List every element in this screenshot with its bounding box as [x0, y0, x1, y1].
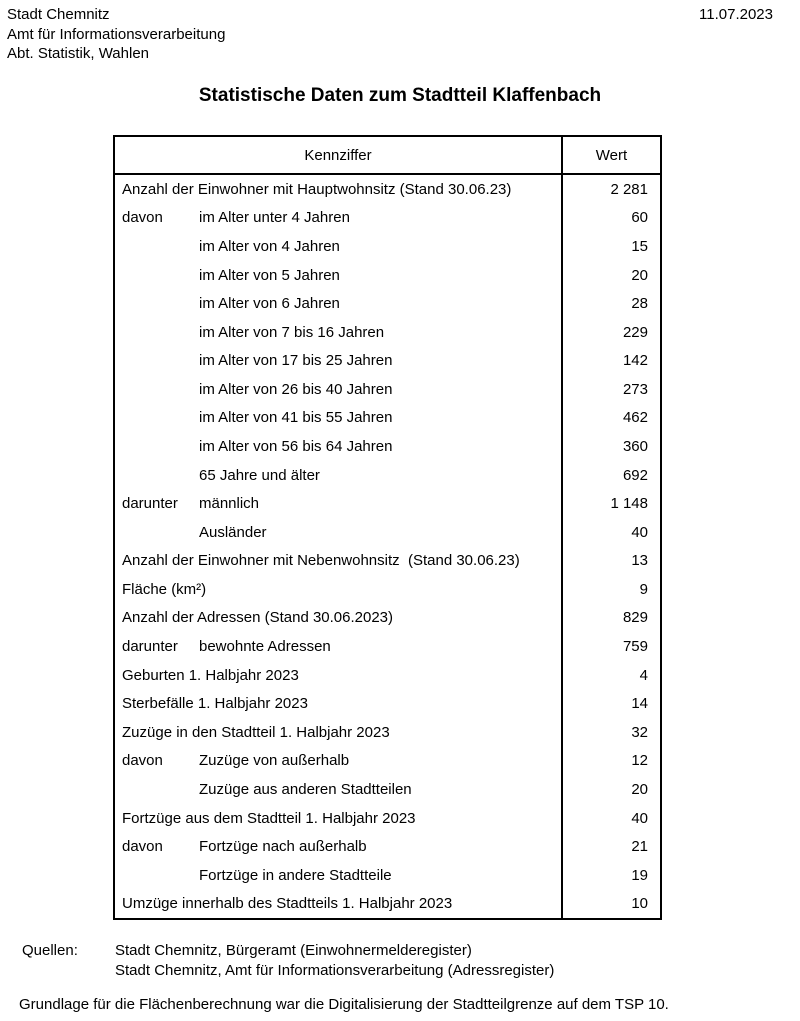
- table-row: [115, 518, 660, 547]
- row-value: 462: [622, 409, 648, 427]
- row-value: 2 281: [610, 180, 648, 198]
- sources-label: Quellen:: [22, 942, 78, 959]
- row-kennziffer-cell: [115, 661, 563, 690]
- column-header-wert: Wert: [595, 146, 628, 164]
- row-label: im Alter von 7 bis 16 Jahren: [199, 323, 385, 341]
- row-kennziffer-cell: [115, 689, 563, 718]
- row-label: im Alter von 5 Jahren: [199, 266, 340, 284]
- table-row: [115, 461, 660, 490]
- row-value: 40: [631, 523, 648, 541]
- table-row: [115, 375, 660, 404]
- table-row: [115, 604, 660, 633]
- page-title: Statistische Daten zum Stadtteil Klaffenbach: [198, 85, 602, 106]
- letterhead: [7, 5, 225, 64]
- table-row: [115, 747, 660, 776]
- row-prefix: darunter: [122, 638, 178, 656]
- statistics-table: [113, 135, 662, 920]
- row-value: 15: [631, 237, 648, 255]
- row-kennziffer-cell: [115, 318, 563, 347]
- table-row: [115, 404, 660, 433]
- row-value: 32: [631, 723, 648, 741]
- row-label: 65 Jahre und älter: [199, 466, 320, 484]
- row-value: 142: [622, 352, 648, 370]
- table-row: [115, 289, 660, 318]
- row-label: Fortzüge in andere Stadtteile: [199, 866, 392, 884]
- row-kennziffer-cell: [115, 632, 563, 661]
- row-label: Anzahl der Einwohner mit Hauptwohnsitz (Stand 30.06.23): [122, 180, 512, 198]
- row-label: im Alter von 56 bis 64 Jahren: [199, 437, 393, 455]
- row-value: 40: [631, 809, 648, 827]
- table-row: [115, 204, 660, 233]
- row-value: 10: [631, 895, 648, 913]
- table-row: [115, 804, 660, 833]
- document-date: 11.07.2023: [699, 6, 773, 23]
- table-row: [115, 346, 660, 375]
- row-value: 12: [631, 752, 648, 770]
- row-prefix: davon: [122, 838, 163, 856]
- row-kennziffer-cell: [115, 518, 563, 547]
- table-row: [115, 889, 660, 918]
- row-kennziffer-cell: [115, 718, 563, 747]
- row-kennziffer-cell: [115, 204, 563, 233]
- row-value: 60: [631, 209, 648, 227]
- row-kennziffer-cell: [115, 261, 563, 290]
- table-row: [115, 175, 660, 204]
- row-label: Zuzüge in den Stadtteil 1. Halbjahr 2023: [122, 723, 390, 741]
- row-label: Zuzüge aus anderen Stadtteilen: [199, 780, 412, 798]
- row-value: 14: [631, 695, 648, 713]
- row-value: 28: [631, 295, 648, 313]
- source-line: Stadt Chemnitz, Amt für Informationsverarbeitung (Adressregister): [115, 961, 555, 979]
- row-kennziffer-cell: [115, 289, 563, 318]
- row-kennziffer-cell: [115, 575, 563, 604]
- table-row: [115, 689, 660, 718]
- column-header-kennziffer: Kennziffer: [115, 137, 563, 173]
- row-kennziffer-cell: [115, 375, 563, 404]
- area-calculation-note: Grundlage für die Flächenberechnung war die Digitalisierung der Stadtteilgrenze auf dem TSP 10.: [19, 996, 669, 1013]
- table-row: [115, 661, 660, 690]
- sources-block: [22, 941, 554, 980]
- table-row: [115, 489, 660, 518]
- table-row: [115, 832, 660, 861]
- row-value: 1 148: [610, 495, 648, 513]
- row-value: 229: [622, 323, 648, 341]
- row-value: 829: [622, 609, 648, 627]
- org-line-department: Abt. Statistik, Wahlen: [7, 45, 150, 62]
- row-kennziffer-cell: [115, 232, 563, 261]
- row-value: 13: [631, 552, 648, 570]
- row-kennziffer-cell: [115, 747, 563, 776]
- sources-list: [115, 941, 554, 980]
- row-label: Fortzüge aus dem Stadtteil 1. Halbjahr 2023: [122, 809, 416, 827]
- row-value: 360: [622, 437, 648, 455]
- row-label: Anzahl der Einwohner mit Nebenwohnsitz (Stand 30.06.23): [122, 552, 520, 570]
- table-body: [115, 175, 660, 918]
- table-row: [115, 432, 660, 461]
- table-header-row: [115, 137, 660, 175]
- table-row: [115, 718, 660, 747]
- row-prefix: davon: [122, 752, 163, 770]
- row-value: 19: [631, 866, 648, 884]
- row-kennziffer-cell: [115, 604, 563, 633]
- row-value: 4: [639, 666, 648, 684]
- row-prefix: davon: [122, 209, 163, 227]
- row-label: Fortzüge nach außerhalb: [199, 838, 367, 856]
- row-label: männlich: [199, 495, 260, 513]
- row-label: im Alter unter 4 Jahren: [199, 209, 350, 227]
- table-row: [115, 261, 660, 290]
- table-row: [115, 861, 660, 890]
- table-row: [115, 232, 660, 261]
- row-kennziffer-cell: [115, 346, 563, 375]
- row-value: 20: [631, 266, 648, 284]
- row-kennziffer-cell: [115, 804, 563, 833]
- row-label: Zuzüge von außerhalb: [199, 752, 350, 770]
- table-row: [115, 575, 660, 604]
- row-kennziffer-cell: [115, 432, 563, 461]
- row-kennziffer-cell: [115, 861, 563, 890]
- row-kennziffer-cell: [115, 461, 563, 490]
- row-label: im Alter von 17 bis 25 Jahren: [199, 352, 393, 370]
- row-value: 759: [622, 638, 648, 656]
- row-label: im Alter von 6 Jahren: [199, 295, 340, 313]
- row-kennziffer-cell: [115, 547, 563, 576]
- row-kennziffer-cell: [115, 489, 563, 518]
- row-kennziffer-cell: [115, 404, 563, 433]
- table-row: [115, 318, 660, 347]
- row-value: 9: [639, 580, 648, 598]
- row-kennziffer-cell: [115, 175, 563, 204]
- row-value: 21: [631, 838, 648, 856]
- table-row: [115, 632, 660, 661]
- org-line-city: Stadt Chemnitz: [7, 6, 110, 23]
- row-value: 273: [622, 380, 648, 398]
- row-prefix: darunter: [122, 495, 178, 513]
- row-label: im Alter von 4 Jahren: [199, 237, 340, 255]
- source-line: Stadt Chemnitz, Bürgeramt (Einwohnermelderegister): [115, 942, 472, 959]
- row-kennziffer-cell: [115, 832, 563, 861]
- row-label: Umzüge innerhalb des Stadtteils 1. Halbjahr 2023: [122, 895, 453, 913]
- row-label: im Alter von 26 bis 40 Jahren: [199, 380, 393, 398]
- table-row: [115, 547, 660, 576]
- org-line-office: Amt für Informationsverarbeitung: [7, 25, 226, 43]
- row-value: 692: [622, 466, 648, 484]
- row-label: Anzahl der Adressen (Stand 30.06.2023): [122, 609, 394, 627]
- row-label: Geburten 1. Halbjahr 2023: [122, 666, 299, 684]
- row-value: 20: [631, 780, 648, 798]
- row-label: bewohnte Adressen: [199, 638, 331, 656]
- row-kennziffer-cell: [115, 775, 563, 804]
- row-kennziffer-cell: [115, 889, 563, 918]
- row-label: Sterbefälle 1. Halbjahr 2023: [122, 695, 308, 713]
- row-label: Fläche (km²): [122, 580, 207, 598]
- row-label: Ausländer: [199, 523, 267, 541]
- row-label: im Alter von 41 bis 55 Jahren: [199, 409, 393, 427]
- table-row: [115, 775, 660, 804]
